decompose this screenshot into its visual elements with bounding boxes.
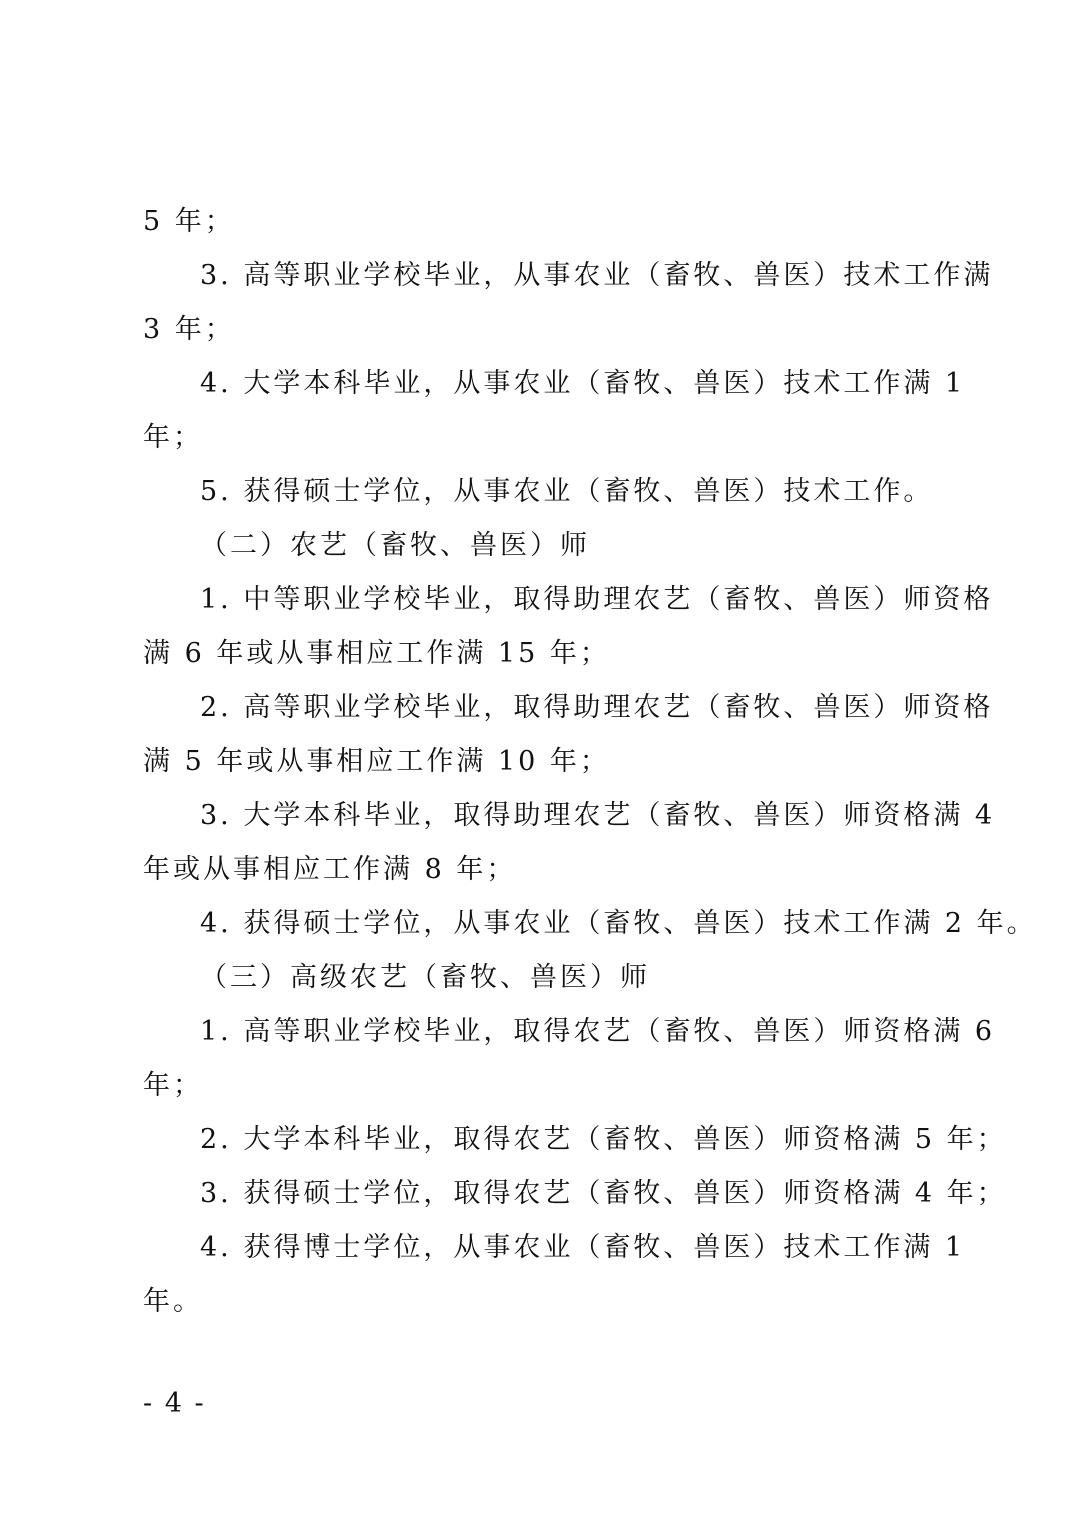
text-line-1: 5 年；	[143, 206, 235, 237]
text-line-18: 2. 大学本科毕业，取得农艺（畜牧、兽医）师资格满 5 年；	[200, 1124, 1007, 1155]
text-line-5: 年；	[143, 422, 203, 453]
text-line-17: 年；	[143, 1070, 203, 1101]
section-heading-3: （三）高级农艺（畜牧、兽医）师	[200, 962, 650, 993]
text-line-21: 年。	[143, 1286, 203, 1317]
section-heading-2: （二）农艺（畜牧、兽医）师	[200, 530, 590, 561]
text-line-8: 1. 中等职业学校毕业，取得助理农艺（畜牧、兽医）师资格	[200, 584, 994, 615]
text-line-11: 满 5 年或从事相应工作满 10 年；	[143, 746, 610, 777]
text-line-12: 3. 大学本科毕业，取得助理农艺（畜牧、兽医）师资格满 4	[200, 800, 996, 831]
text-line-14: 4. 获得硕士学位，从事农业（畜牧、兽医）技术工作满 2 年。	[200, 908, 1037, 939]
text-line-6: 5. 获得硕士学位，从事农业（畜牧、兽医）技术工作。	[200, 476, 934, 507]
page-number: - 4 -	[143, 1388, 206, 1419]
text-line-4: 4. 大学本科毕业，从事农业（畜牧、兽医）技术工作满 1	[200, 368, 966, 399]
text-line-16: 1. 高等职业学校毕业，取得农艺（畜牧、兽医）师资格满 6	[200, 1016, 996, 1047]
text-line-3: 3 年；	[143, 314, 235, 345]
text-line-19: 3. 获得硕士学位，取得农艺（畜牧、兽医）师资格满 4 年；	[200, 1178, 1007, 1209]
text-line-20: 4. 获得博士学位，从事农业（畜牧、兽医）技术工作满 1	[200, 1232, 966, 1263]
text-line-10: 2. 高等职业学校毕业，取得助理农艺（畜牧、兽医）师资格	[200, 692, 994, 723]
text-line-2: 3. 高等职业学校毕业，从事农业（畜牧、兽医）技术工作满	[200, 260, 994, 291]
text-line-13: 年或从事相应工作满 8 年；	[143, 854, 517, 885]
text-line-9: 满 6 年或从事相应工作满 15 年；	[143, 638, 610, 669]
